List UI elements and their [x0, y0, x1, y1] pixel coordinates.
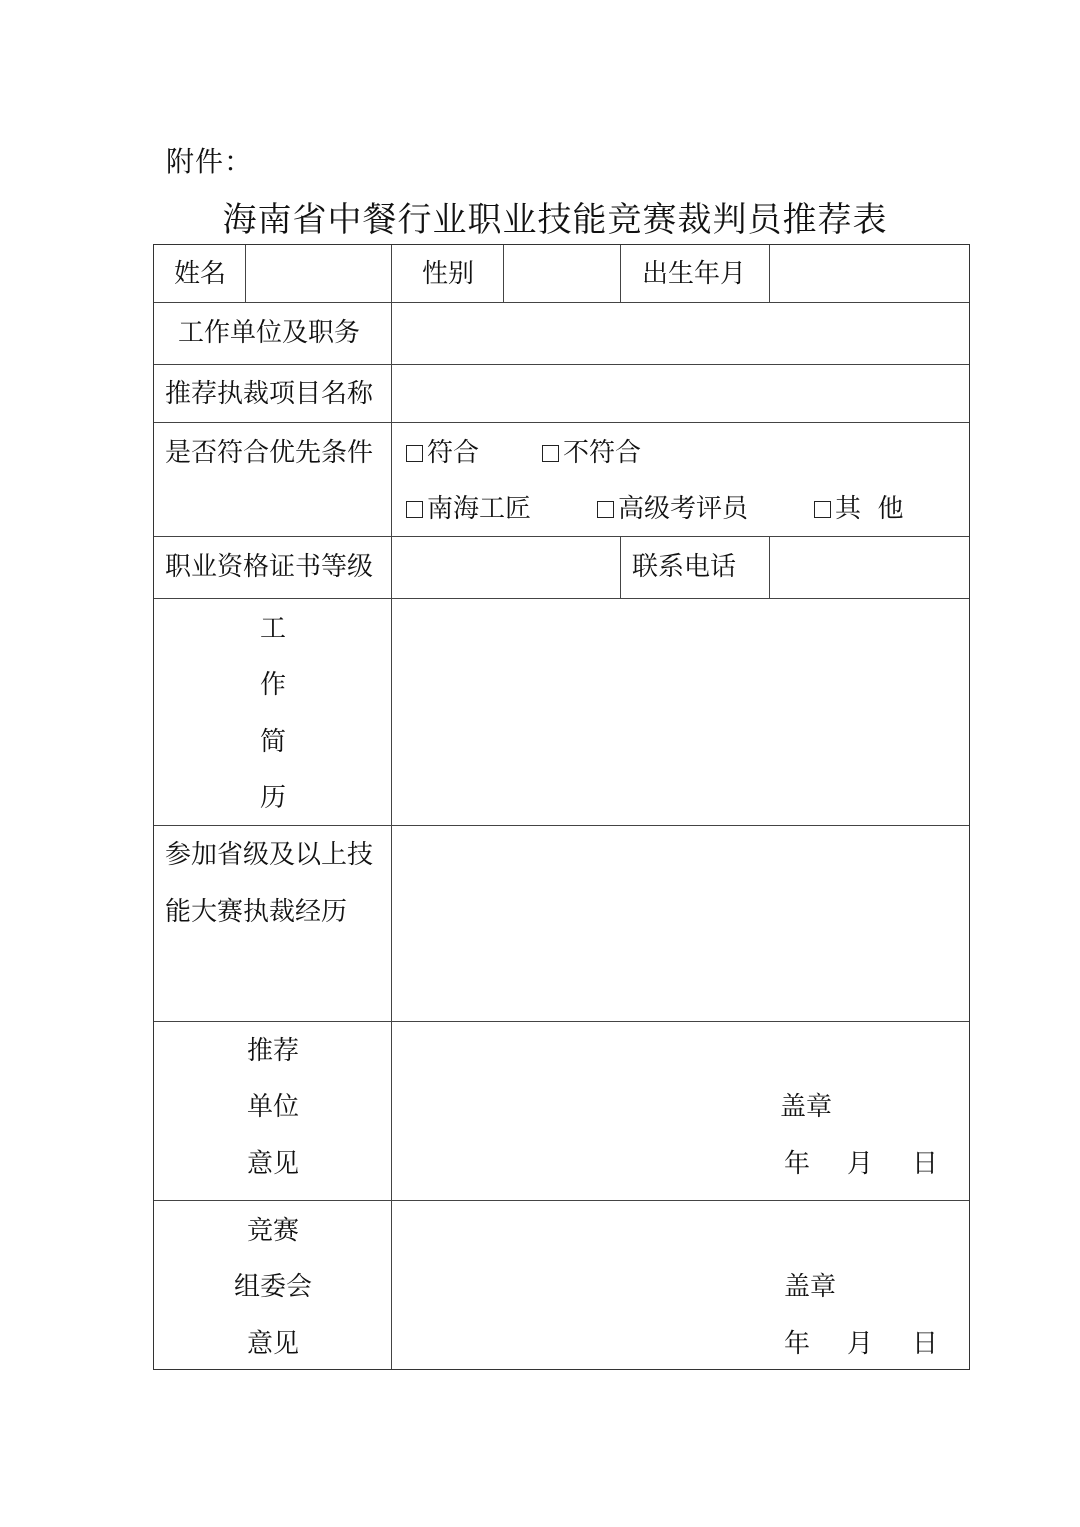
recommender-opinion-label: 意见: [247, 1149, 300, 1179]
col-divider: [620, 536, 621, 598]
option-qualified[interactable]: 符合: [406, 440, 479, 466]
certificate-level-field[interactable]: [392, 537, 620, 598]
seal-label: 盖章: [784, 1272, 837, 1302]
work-history-label-char: 简: [260, 727, 287, 757]
checkbox[interactable]: [406, 501, 423, 518]
employer-position-label: 工作单位及职务: [178, 318, 361, 348]
recommendation-form: [153, 244, 970, 1370]
birth-date-field[interactable]: [770, 245, 969, 302]
committee-opinion-label: 竞赛: [247, 1216, 300, 1246]
judging-experience-label-line2: 能大赛执裁经历: [165, 897, 348, 927]
recommender-opinion-field[interactable]: [392, 1022, 969, 1200]
gender-field[interactable]: [504, 245, 620, 302]
work-history-label-char: 历: [260, 783, 287, 813]
form-title: 海南省中餐行业职业技能竞赛裁判员推荐表: [222, 200, 888, 240]
attachment-label: 附件：: [166, 145, 254, 178]
judging-experience-label-line1: 参加省级及以上技: [165, 840, 374, 870]
birth-date-label: 出生年月: [642, 259, 747, 289]
referee-project-label: 推荐执裁项目名称: [165, 379, 374, 409]
committee-opinion-field[interactable]: [392, 1201, 969, 1369]
seal-label: 盖章: [780, 1092, 833, 1122]
col-divider: [620, 245, 621, 302]
referee-project-field[interactable]: [392, 365, 969, 422]
priority-condition-label: 是否符合优先条件: [165, 438, 374, 468]
name-label: 姓名: [174, 259, 227, 289]
committee-opinion-label: 组委会: [234, 1272, 313, 1302]
committee-opinion-label: 意见: [247, 1329, 300, 1359]
checkbox[interactable]: [406, 445, 423, 462]
day-label: 日: [912, 1149, 939, 1179]
month-label: 月: [847, 1149, 874, 1179]
checkbox[interactable]: [597, 501, 614, 518]
work-history-field[interactable]: [392, 599, 969, 825]
option-other[interactable]: 其 他: [814, 496, 904, 522]
option-not-qualified[interactable]: 不符合: [542, 440, 641, 466]
gender-label: 性别: [422, 259, 475, 289]
year-label: 年: [784, 1329, 811, 1359]
work-history-label-char: 作: [260, 670, 287, 700]
checkbox[interactable]: [542, 445, 559, 462]
option-senior-assessor[interactable]: 高级考评员: [597, 496, 748, 522]
checkbox[interactable]: [814, 501, 831, 518]
row-divider: [154, 422, 969, 423]
certificate-level-label: 职业资格证书等级: [165, 552, 374, 582]
month-label: 月: [847, 1329, 874, 1359]
day-label: 日: [912, 1329, 939, 1359]
phone-field[interactable]: [770, 537, 969, 598]
employer-position-field[interactable]: [392, 303, 969, 364]
recommender-opinion-label: 推荐: [247, 1036, 300, 1066]
option-nanhai-craftsman[interactable]: 南海工匠: [406, 496, 531, 522]
phone-label: 联系电话: [632, 552, 737, 582]
work-history-label-char: 工: [260, 614, 287, 644]
year-label: 年: [784, 1149, 811, 1179]
judging-experience-field[interactable]: [392, 826, 969, 1021]
recommender-opinion-label: 单位: [247, 1092, 300, 1122]
